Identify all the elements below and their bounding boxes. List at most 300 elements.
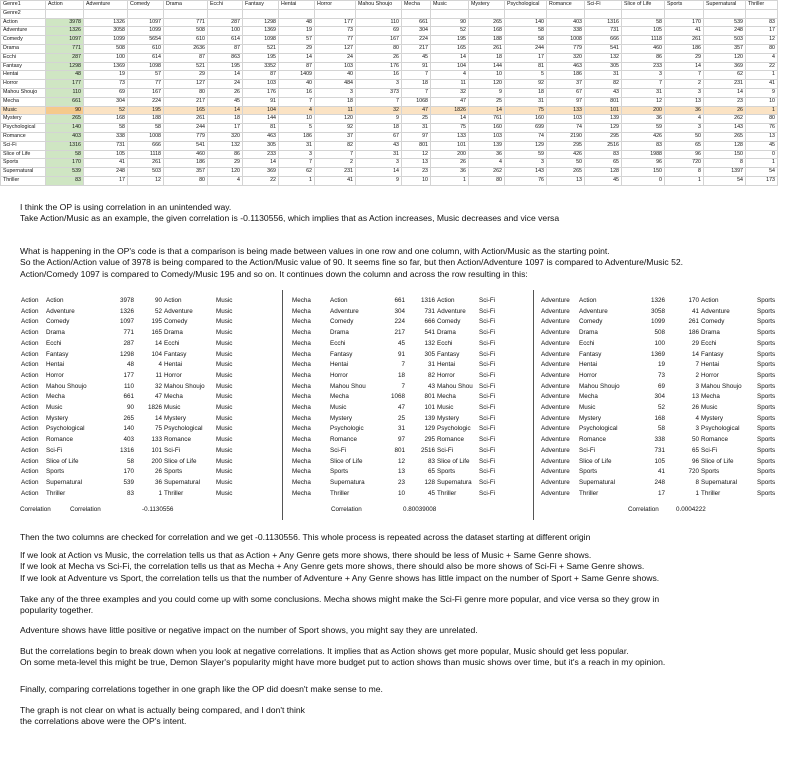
matrix-cell: 19	[84, 71, 128, 80]
row-genre: Psychological	[579, 425, 618, 433]
matrix-cell: 76	[505, 176, 547, 185]
col-value: 101	[424, 404, 435, 412]
row-value: 287	[123, 339, 134, 347]
correlation-value: -0.1130556	[142, 506, 174, 514]
row-value: 1298	[119, 350, 134, 358]
row-value: 140	[123, 425, 134, 433]
origin-genre: Action	[21, 478, 39, 486]
origin-genre: Mecha	[292, 414, 311, 422]
row-genre: Slice of Life	[330, 457, 363, 465]
matrix-cell: 521	[164, 62, 208, 71]
col-value: 14	[691, 350, 699, 358]
target-genre: Sports	[757, 361, 776, 369]
col-value: 32	[154, 382, 162, 390]
matrix-row	[1, 71, 778, 80]
row-genre: Fantasy	[330, 350, 353, 358]
matrix-cell: 48	[46, 71, 84, 80]
matrix-cell: 26	[431, 159, 469, 168]
matrix-empty-cell	[164, 9, 208, 18]
matrix-header-cell: Mahou Shoujo	[356, 1, 402, 10]
matrix-cell: 17	[84, 176, 128, 185]
matrix-empty-cell	[208, 9, 243, 18]
origin-genre: Mecha	[292, 297, 311, 304]
row-genre: Slice of Life	[46, 457, 79, 465]
col-value: 139	[424, 414, 435, 422]
matrix-cell: 262	[469, 168, 505, 177]
matrix-cell: 50	[665, 132, 704, 141]
row-value: 12	[397, 457, 405, 465]
matrix-cell: 13	[547, 176, 585, 185]
matrix-cell: 13	[665, 97, 704, 106]
matrix-cell: 17	[746, 27, 778, 36]
matrix-cell: 160	[505, 115, 547, 124]
matrix-cell: 96	[665, 150, 704, 159]
matrix-empty-cell	[746, 9, 778, 18]
matrix-cell: 57	[128, 71, 164, 80]
matrix-cell: 96	[622, 159, 665, 168]
matrix-cell: 265	[46, 115, 84, 124]
matrix-cell: 65	[665, 141, 704, 150]
matrix-cell: 57	[279, 36, 315, 45]
matrix-cell: 90	[431, 18, 469, 27]
row-value: 90	[126, 404, 134, 412]
paragraph-interpretations	[20, 550, 659, 584]
matrix-cell: 12	[128, 176, 164, 185]
comparison-row	[540, 296, 792, 307]
row-genre: Fantasy	[579, 350, 602, 358]
col-genre: Psychological	[164, 425, 203, 433]
matrix-cell: 50	[547, 159, 585, 168]
row-genre: Adventure	[330, 307, 359, 315]
matrix-empty-cell	[315, 9, 356, 18]
target-genre: Music	[216, 404, 233, 412]
matrix-cell: 265	[704, 132, 746, 141]
matrix-cell: 231	[315, 168, 356, 177]
col-value: 132	[424, 339, 435, 347]
matrix-row	[1, 80, 778, 89]
col-value: 26	[154, 468, 162, 476]
col-genre: Mystery	[164, 414, 187, 422]
matrix-cell: 4	[431, 71, 469, 80]
matrix-empty-cell	[431, 9, 469, 18]
matrix-row-label: Sports	[1, 159, 46, 168]
matrix-cell: 67	[356, 132, 402, 141]
matrix-cell: 539	[46, 168, 84, 177]
matrix-cell: 1098	[128, 62, 164, 71]
origin-genre: Mecha	[292, 468, 311, 476]
row-value: 10	[397, 489, 405, 497]
row-value: 105	[654, 457, 665, 465]
matrix-cell: 4	[746, 53, 778, 62]
matrix-cell: 9	[356, 115, 402, 124]
matrix-row-label: Fantasy	[1, 62, 46, 71]
matrix-cell: 127	[315, 44, 356, 53]
origin-genre: Adventure	[541, 425, 570, 433]
col-value: 29	[691, 339, 699, 347]
matrix-cell: 771	[164, 18, 208, 27]
matrix-cell: 31	[402, 124, 431, 133]
matrix-cell: 261	[164, 115, 208, 124]
comparison-row	[20, 371, 255, 382]
matrix-cell: 200	[431, 150, 469, 159]
matrix-cell: 92	[505, 80, 547, 89]
matrix-cell: 1118	[128, 150, 164, 159]
matrix-cell: 54	[704, 176, 746, 185]
origin-genre: Action	[21, 350, 39, 358]
row-genre: Action	[330, 297, 348, 304]
matrix-row	[1, 62, 778, 71]
matrix-cell: 287	[208, 18, 243, 27]
matrix-cell: 31	[622, 88, 665, 97]
matrix-cell: 1008	[547, 36, 585, 45]
matrix-cell: 195	[243, 53, 279, 62]
matrix-cell: 18	[469, 53, 505, 62]
matrix-row	[1, 132, 778, 141]
comparison-row	[540, 371, 792, 382]
target-genre: Sports	[757, 468, 776, 476]
target-genre: Sci-Fi	[479, 318, 496, 326]
comparison-row	[540, 467, 792, 478]
comparison-row	[20, 382, 255, 393]
matrix-cell: 426	[547, 150, 585, 159]
matrix-cell: 139	[469, 141, 505, 150]
matrix-cell: 224	[128, 97, 164, 106]
target-genre: Sports	[757, 393, 776, 401]
matrix-cell: 614	[128, 53, 164, 62]
target-genre: Sci-Fi	[479, 393, 496, 401]
origin-genre: Adventure	[541, 414, 570, 422]
matrix-cell: 128	[585, 168, 622, 177]
comparison-row	[291, 339, 512, 350]
paragraph-explanation	[20, 246, 683, 280]
matrix-subheader-cell: Genre2	[1, 9, 46, 18]
matrix-cell: 14	[469, 106, 505, 115]
matrix-empty-cell	[665, 9, 704, 18]
origin-genre: Adventure	[541, 393, 570, 401]
col-value: 1316	[420, 297, 435, 304]
matrix-cell: 87	[279, 62, 315, 71]
matrix-cell: 1326	[84, 18, 128, 27]
matrix-cell: 58	[84, 124, 128, 133]
row-genre: Music	[579, 404, 596, 412]
row-value: 52	[657, 404, 665, 412]
matrix-cell: 761	[469, 115, 505, 124]
row-value: 1099	[650, 318, 665, 326]
origin-genre: Mecha	[292, 457, 311, 465]
origin-genre: Adventure	[541, 307, 570, 315]
matrix-cell: 41	[84, 159, 128, 168]
matrix-cell: 731	[585, 27, 622, 36]
matrix-row	[1, 106, 778, 115]
matrix-cell: 58	[505, 36, 547, 45]
matrix-row-label: Adventure	[1, 27, 46, 36]
matrix-cell: 29	[665, 53, 704, 62]
matrix-cell: 863	[208, 53, 243, 62]
col-genre: Thriller	[701, 489, 721, 497]
matrix-cell: 217	[402, 44, 431, 53]
matrix-cell: 3978	[46, 18, 84, 27]
origin-genre: Action	[21, 436, 39, 444]
matrix-cell: 80	[746, 115, 778, 124]
row-value: 7	[401, 361, 405, 369]
matrix-cell: 666	[585, 36, 622, 45]
matrix-cell: 262	[704, 115, 746, 124]
col-value: 13	[691, 393, 699, 401]
matrix-cell: 0	[622, 176, 665, 185]
matrix-cell: 87	[243, 71, 279, 80]
row-genre: Supernatural	[46, 478, 83, 486]
matrix-cell: 7	[402, 88, 431, 97]
matrix-cell: 1	[665, 176, 704, 185]
matrix-cell: 186	[164, 159, 208, 168]
matrix-cell: 41	[665, 27, 704, 36]
matrix-header-cell: Mecha	[402, 1, 431, 10]
origin-genre: Action	[21, 414, 39, 422]
matrix-cell: 43	[356, 141, 402, 150]
matrix-row	[1, 115, 778, 124]
col-genre: Thriller	[437, 489, 457, 497]
matrix-empty-cell	[622, 9, 665, 18]
matrix-cell: 29	[279, 44, 315, 53]
col-value: 14	[154, 339, 162, 347]
matrix-cell: 103	[243, 80, 279, 89]
matrix-cell: 4	[665, 115, 704, 124]
matrix-cell: 133	[431, 132, 469, 141]
col-genre: Sports	[701, 468, 720, 476]
matrix-cell: 18	[208, 115, 243, 124]
text-line: The graph is not clear on what is actually being compared, and I don't think	[20, 705, 305, 715]
comparison-row	[20, 467, 255, 478]
row-genre: Mystery	[46, 414, 69, 422]
col-genre: Mahou Shoujo	[701, 382, 742, 390]
matrix-cell: 5	[279, 124, 315, 133]
col-genre: Slice of Life	[701, 457, 734, 465]
row-genre: Music	[330, 404, 347, 412]
row-value: 661	[394, 297, 405, 304]
correlation-label: Correlation	[70, 506, 101, 514]
col-genre: Drama	[437, 329, 456, 337]
matrix-cell: 58	[505, 27, 547, 36]
row-value: 58	[126, 457, 134, 465]
row-genre: Supernatura	[330, 478, 365, 486]
row-genre: Drama	[46, 329, 65, 337]
matrix-cell: 5654	[128, 36, 164, 45]
matrix-row-label: Romance	[1, 132, 46, 141]
target-genre: Sci-Fi	[479, 478, 496, 486]
paragraph-process	[20, 532, 590, 543]
col-genre: Hentai	[701, 361, 720, 369]
separator	[533, 290, 534, 520]
origin-genre: Adventure	[541, 371, 570, 379]
row-value: 73	[657, 371, 665, 379]
col-genre: Comedy	[701, 318, 725, 326]
matrix-cell: 80	[164, 88, 208, 97]
comparison-row	[540, 489, 792, 500]
col-genre: Adventure	[164, 307, 193, 315]
row-genre: Hentai	[579, 361, 598, 369]
target-genre: Sports	[757, 414, 776, 422]
matrix-cell: 320	[208, 132, 243, 141]
row-value: 58	[657, 425, 665, 433]
matrix-cell: 541	[164, 141, 208, 150]
matrix-cell: 26	[208, 88, 243, 97]
matrix-cell: 1316	[46, 141, 84, 150]
matrix-row-label: Mecha	[1, 97, 46, 106]
origin-genre: Mecha	[292, 350, 311, 358]
matrix-cell: 140	[46, 124, 84, 133]
row-genre: Mystery	[579, 414, 602, 422]
comparison-row	[540, 414, 792, 425]
matrix-cell: 80	[469, 176, 505, 185]
matrix-cell: 801	[585, 97, 622, 106]
matrix-cell: 305	[243, 141, 279, 150]
row-genre: Ecchi	[330, 339, 346, 347]
target-genre: Sci-Fi	[479, 404, 496, 412]
matrix-cell: 7	[279, 159, 315, 168]
matrix-cell: 4	[208, 176, 243, 185]
matrix-cell: 3058	[84, 27, 128, 36]
matrix-cell: 25	[402, 115, 431, 124]
matrix-cell: 9	[469, 88, 505, 97]
row-genre: Supernatural	[579, 478, 616, 486]
matrix-cell: 3	[279, 150, 315, 159]
comparison-row	[540, 317, 792, 328]
matrix-cell: 74	[547, 124, 585, 133]
target-genre: Sci-Fi	[479, 307, 496, 315]
paragraph-graph	[20, 705, 305, 728]
origin-genre: Action	[21, 404, 39, 412]
comparison-row	[291, 382, 512, 393]
correlation-label: Correlation	[628, 506, 659, 514]
origin-genre: Adventure	[541, 297, 570, 304]
matrix-cell: 1	[431, 176, 469, 185]
target-genre: Sports	[757, 350, 776, 358]
matrix-row	[1, 36, 778, 45]
matrix-cell: 304	[84, 97, 128, 106]
comparison-row	[20, 435, 255, 446]
row-genre: Mahou Shoujo	[46, 382, 87, 390]
matrix-row	[1, 88, 778, 97]
col-genre: Supernatura	[437, 478, 472, 486]
comparison-row	[291, 478, 512, 489]
matrix-cell: 77	[128, 80, 164, 89]
matrix-cell: 186	[279, 132, 315, 141]
row-genre: Action	[579, 297, 597, 304]
col-value: 170	[688, 297, 699, 304]
matrix-row-label: Supernatural	[1, 168, 46, 177]
genre-count-matrix	[0, 0, 778, 186]
matrix-cell: 217	[164, 97, 208, 106]
matrix-cell: 1397	[704, 168, 746, 177]
matrix-header-cell: Horror	[315, 1, 356, 10]
matrix-cell: 104	[431, 62, 469, 71]
matrix-cell: 661	[402, 18, 431, 27]
target-genre: Sci-Fi	[479, 297, 496, 304]
target-genre: Sports	[757, 339, 776, 347]
matrix-cell: 176	[356, 62, 402, 71]
col-value: 75	[154, 425, 162, 433]
matrix-cell: 52	[431, 27, 469, 36]
origin-genre: Adventure	[541, 489, 570, 497]
row-value: 13	[397, 468, 405, 476]
matrix-cell: 186	[547, 71, 585, 80]
matrix-cell: 14	[208, 106, 243, 115]
col-genre: Drama	[701, 329, 720, 337]
matrix-cell: 129	[505, 141, 547, 150]
matrix-cell: 168	[469, 27, 505, 36]
matrix-cell: 463	[243, 132, 279, 141]
target-genre: Sports	[757, 329, 776, 337]
target-genre: Sci-Fi	[479, 425, 496, 433]
target-genre: Music	[216, 436, 233, 444]
matrix-cell: 97	[402, 132, 431, 141]
matrix-cell: 31	[279, 141, 315, 150]
comparison-row	[291, 489, 512, 500]
matrix-cell: 610	[164, 36, 208, 45]
matrix-cell: 24	[208, 80, 243, 89]
separator	[282, 290, 283, 520]
origin-genre: Mecha	[292, 318, 311, 326]
matrix-cell: 47	[402, 106, 431, 115]
col-genre: Supernatural	[164, 478, 201, 486]
target-genre: Sci-Fi	[479, 382, 496, 390]
col-value: 129	[424, 425, 435, 433]
matrix-empty-cell	[84, 9, 128, 18]
col-value: 104	[151, 350, 162, 358]
matrix-cell: 11	[315, 106, 356, 115]
comparison-row	[540, 435, 792, 446]
matrix-cell: 36	[431, 168, 469, 177]
matrix-cell: 779	[164, 132, 208, 141]
matrix-cell: 62	[279, 168, 315, 177]
matrix-cell: 195	[208, 62, 243, 71]
col-value: 45	[427, 489, 435, 497]
matrix-cell: 76	[746, 124, 778, 133]
matrix-cell: 103	[547, 115, 585, 124]
col-value: 295	[424, 436, 435, 444]
comparison-row	[291, 392, 512, 403]
target-genre: Music	[216, 382, 233, 390]
matrix-cell: 1826	[431, 106, 469, 115]
col-genre: Horror	[164, 371, 182, 379]
target-genre: Sports	[757, 382, 776, 390]
col-genre: Music	[164, 404, 181, 412]
comparison-row	[291, 446, 512, 457]
matrix-cell: 41	[746, 80, 778, 89]
matrix-row-label: Psychological	[1, 124, 46, 133]
matrix-cell: 17	[208, 124, 243, 133]
row-genre: Sci-Fi	[579, 446, 596, 454]
col-value: 7	[695, 361, 699, 369]
matrix-cell: 1098	[243, 36, 279, 45]
matrix-row	[1, 97, 778, 106]
target-genre: Music	[216, 478, 233, 486]
matrix-cell: 14	[431, 115, 469, 124]
comparison-row	[20, 403, 255, 414]
matrix-cell: 3	[665, 88, 704, 97]
matrix-cell: 7	[279, 97, 315, 106]
matrix-header-cell: Fantasy	[243, 1, 279, 10]
origin-genre: Adventure	[541, 361, 570, 369]
matrix-cell: 188	[469, 36, 505, 45]
col-genre: Supernatural	[701, 478, 738, 486]
matrix-cell: 105	[84, 150, 128, 159]
comparison-row	[291, 424, 512, 435]
target-genre: Music	[216, 371, 233, 379]
matrix-cell: 779	[547, 44, 585, 53]
matrix-subheader-row	[1, 9, 778, 18]
matrix-empty-cell	[469, 9, 505, 18]
